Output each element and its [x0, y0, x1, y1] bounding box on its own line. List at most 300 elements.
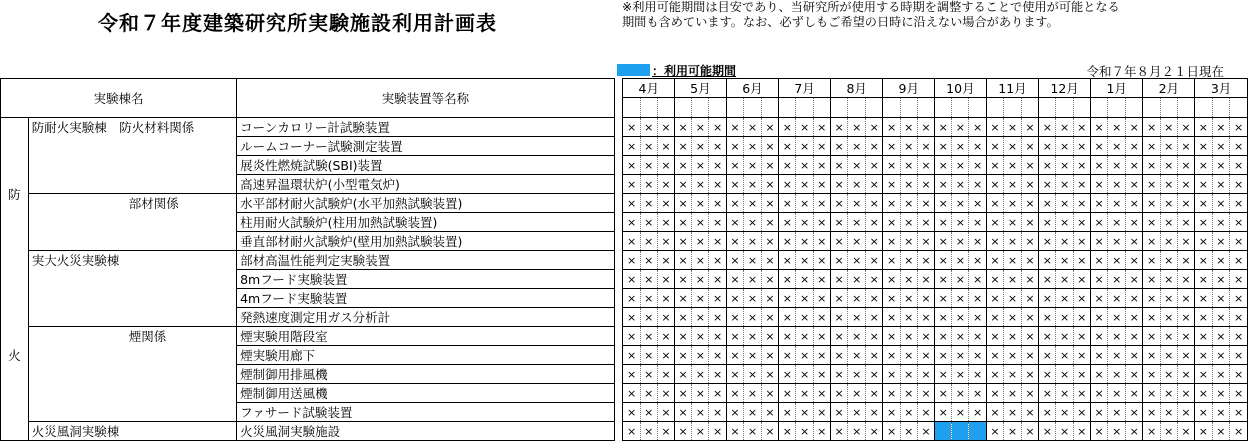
unavailable-cell: ×	[1004, 403, 1022, 422]
unavailable-cell: ×	[1160, 308, 1177, 327]
unavailable-cell: ×	[744, 270, 762, 289]
unavailable-cell: ×	[1125, 403, 1143, 422]
unavailable-cell: ×	[1073, 384, 1090, 403]
unavailable-cell: ×	[952, 327, 969, 346]
unavailable-cell: ×	[935, 289, 952, 308]
unavailable-cell: ×	[726, 232, 744, 251]
period-subheader	[623, 98, 640, 118]
period-subheader	[986, 98, 1004, 118]
unavailable-cell: ×	[1021, 403, 1039, 422]
period-subheader	[935, 98, 952, 118]
gap-cell	[614, 156, 623, 175]
unavailable-cell: ×	[1056, 270, 1073, 289]
unavailable-cell: ×	[1090, 156, 1108, 175]
unavailable-cell: ×	[900, 289, 917, 308]
unavailable-cell: ×	[692, 194, 709, 213]
period-subheader	[744, 98, 762, 118]
unavailable-cell: ×	[865, 118, 883, 137]
unavailable-cell: ×	[1004, 118, 1022, 137]
unavailable-cell: ×	[813, 327, 830, 346]
unavailable-cell: ×	[761, 251, 779, 270]
unavailable-cell: ×	[848, 270, 866, 289]
unavailable-cell: ×	[1125, 251, 1143, 270]
unavailable-cell: ×	[1004, 232, 1022, 251]
unavailable-cell: ×	[1108, 346, 1126, 365]
unavailable-cell: ×	[692, 346, 709, 365]
unavailable-cell: ×	[726, 137, 744, 156]
unavailable-cell: ×	[640, 422, 657, 441]
unavailable-cell: ×	[744, 289, 762, 308]
unavailable-cell: ×	[1230, 365, 1248, 384]
table-row	[1, 403, 1248, 422]
unavailable-cell: ×	[1056, 232, 1073, 251]
unavailable-cell: ×	[1212, 384, 1230, 403]
unavailable-cell: ×	[883, 308, 900, 327]
unavailable-cell: ×	[1177, 422, 1194, 441]
unavailable-cell: ×	[1143, 137, 1160, 156]
unavailable-cell: ×	[709, 384, 726, 403]
unavailable-cell: ×	[1056, 403, 1073, 422]
unavailable-cell: ×	[813, 232, 830, 251]
unavailable-cell: ×	[779, 346, 796, 365]
unavailable-cell: ×	[1160, 403, 1177, 422]
unavailable-cell: ×	[1039, 251, 1056, 270]
gap-cell	[614, 175, 623, 194]
unavailable-cell: ×	[1143, 422, 1160, 441]
unavailable-cell: ×	[935, 346, 952, 365]
unavailable-cell: ×	[1108, 270, 1126, 289]
device-name: 柱用耐火試験炉(柱用加熱試験装置)	[237, 213, 615, 232]
unavailable-cell: ×	[830, 403, 848, 422]
unavailable-cell: ×	[969, 346, 986, 365]
unavailable-cell: ×	[883, 213, 900, 232]
table-row	[1, 232, 1248, 251]
unavailable-cell: ×	[900, 175, 917, 194]
unavailable-cell: ×	[657, 384, 674, 403]
unavailable-cell: ×	[813, 422, 830, 441]
unavailable-cell: ×	[1090, 384, 1108, 403]
unavailable-cell: ×	[865, 175, 883, 194]
unavailable-cell: ×	[848, 384, 866, 403]
unavailable-cell: ×	[761, 175, 779, 194]
unavailable-cell: ×	[623, 384, 640, 403]
gap-cell	[614, 118, 623, 137]
unavailable-cell: ×	[917, 327, 934, 346]
period-subheader	[830, 98, 848, 118]
unavailable-cell: ×	[692, 289, 709, 308]
unavailable-cell: ×	[761, 137, 779, 156]
unavailable-cell: ×	[935, 384, 952, 403]
unavailable-cell: ×	[1073, 346, 1090, 365]
unavailable-cell: ×	[1195, 194, 1213, 213]
unavailable-cell: ×	[761, 232, 779, 251]
period-subheader	[1195, 98, 1213, 118]
unavailable-cell: ×	[1212, 403, 1230, 422]
unavailable-cell: ×	[779, 232, 796, 251]
unavailable-cell: ×	[1143, 289, 1160, 308]
unavailable-cell: ×	[883, 156, 900, 175]
unavailable-cell: ×	[1090, 289, 1108, 308]
unavailable-cell: ×	[813, 194, 830, 213]
unavailable-cell: ×	[779, 270, 796, 289]
unavailable-cell: ×	[1195, 118, 1213, 137]
unavailable-cell: ×	[952, 175, 969, 194]
unavailable-cell: ×	[830, 137, 848, 156]
unavailable-cell: ×	[986, 156, 1004, 175]
unavailable-cell: ×	[692, 365, 709, 384]
unavailable-cell: ×	[848, 251, 866, 270]
unavailable-cell: ×	[692, 251, 709, 270]
unavailable-cell: ×	[1073, 308, 1090, 327]
unavailable-cell: ×	[1004, 213, 1022, 232]
unavailable-cell: ×	[675, 251, 692, 270]
unavailable-cell: ×	[1039, 137, 1056, 156]
unavailable-cell: ×	[986, 308, 1004, 327]
unavailable-cell: ×	[830, 422, 848, 441]
unavailable-cell: ×	[779, 365, 796, 384]
unavailable-cell: ×	[761, 327, 779, 346]
unavailable-cell: ×	[900, 118, 917, 137]
unavailable-cell: ×	[813, 251, 830, 270]
unavailable-cell: ×	[1021, 365, 1039, 384]
unavailable-cell: ×	[1004, 137, 1022, 156]
unavailable-cell: ×	[1195, 422, 1213, 441]
unavailable-cell: ×	[952, 137, 969, 156]
unavailable-cell: ×	[917, 384, 934, 403]
unavailable-cell: ×	[865, 137, 883, 156]
unavailable-cell: ×	[1177, 137, 1194, 156]
period-subheader	[813, 98, 830, 118]
unavailable-cell: ×	[1230, 137, 1248, 156]
unavailable-cell: ×	[1073, 194, 1090, 213]
month-header: 2月	[1143, 79, 1195, 98]
unavailable-cell: ×	[813, 384, 830, 403]
period-subheader	[692, 98, 709, 118]
unavailable-cell: ×	[813, 118, 830, 137]
unavailable-cell: ×	[726, 194, 744, 213]
unavailable-cell: ×	[692, 175, 709, 194]
unavailable-cell: ×	[1073, 289, 1090, 308]
unavailable-cell: ×	[900, 308, 917, 327]
unavailable-cell: ×	[796, 175, 813, 194]
unavailable-cell: ×	[726, 365, 744, 384]
unavailable-cell: ×	[935, 118, 952, 137]
unavailable-cell: ×	[1195, 346, 1213, 365]
unavailable-cell: ×	[883, 194, 900, 213]
unavailable-cell: ×	[865, 156, 883, 175]
legend-label: ：利用可能期間	[652, 64, 737, 78]
unavailable-cell: ×	[1108, 308, 1126, 327]
unavailable-cell: ×	[900, 194, 917, 213]
unavailable-cell: ×	[969, 118, 986, 137]
unavailable-cell: ×	[761, 384, 779, 403]
unavailable-cell: ×	[1195, 327, 1213, 346]
unavailable-cell: ×	[1230, 289, 1248, 308]
unavailable-cell: ×	[640, 308, 657, 327]
unavailable-cell: ×	[1090, 118, 1108, 137]
unavailable-cell: ×	[865, 270, 883, 289]
gap-cell	[614, 308, 623, 327]
unavailable-cell: ×	[1056, 384, 1073, 403]
unavailable-cell: ×	[813, 346, 830, 365]
unavailable-cell: ×	[796, 403, 813, 422]
header-device: 実験装置等名称	[237, 79, 615, 118]
unavailable-cell: ×	[1108, 365, 1126, 384]
table-row	[1, 213, 1248, 232]
unavailable-cell: ×	[1177, 213, 1194, 232]
unavailable-cell: ×	[935, 365, 952, 384]
unavailable-cell: ×	[657, 118, 674, 137]
unavailable-cell: ×	[917, 422, 934, 441]
unavailable-cell: ×	[1160, 194, 1177, 213]
period-subheader	[1090, 98, 1108, 118]
unavailable-cell: ×	[1160, 289, 1177, 308]
unavailable-cell: ×	[692, 156, 709, 175]
unavailable-cell: ×	[1125, 346, 1143, 365]
unavailable-cell: ×	[744, 365, 762, 384]
unavailable-cell: ×	[1230, 232, 1248, 251]
unavailable-cell: ×	[917, 251, 934, 270]
unavailable-cell: ×	[1195, 365, 1213, 384]
unavailable-cell: ×	[848, 365, 866, 384]
unavailable-cell: ×	[935, 213, 952, 232]
unavailable-cell: ×	[640, 384, 657, 403]
unavailable-cell: ×	[1056, 156, 1073, 175]
unavailable-cell: ×	[1143, 365, 1160, 384]
unavailable-cell: ×	[1230, 346, 1248, 365]
device-name: コーンカロリー計試験装置	[237, 118, 615, 137]
unavailable-cell: ×	[675, 232, 692, 251]
unavailable-cell: ×	[1212, 289, 1230, 308]
category-label: 火	[1, 270, 29, 441]
unavailable-cell: ×	[952, 251, 969, 270]
unavailable-cell: ×	[640, 289, 657, 308]
unavailable-cell: ×	[1212, 327, 1230, 346]
unavailable-cell: ×	[675, 270, 692, 289]
unavailable-cell: ×	[1039, 308, 1056, 327]
unavailable-cell: ×	[657, 403, 674, 422]
unavailable-cell: ×	[744, 384, 762, 403]
device-name: 発熱速度測定用ガス分析計	[237, 308, 615, 327]
unavailable-cell: ×	[623, 251, 640, 270]
unavailable-cell: ×	[1177, 194, 1194, 213]
unavailable-cell: ×	[1125, 194, 1143, 213]
unavailable-cell: ×	[986, 175, 1004, 194]
unavailable-cell: ×	[830, 346, 848, 365]
unavailable-cell: ×	[796, 251, 813, 270]
unavailable-cell: ×	[796, 365, 813, 384]
gap-cell	[614, 384, 623, 403]
unavailable-cell: ×	[1090, 194, 1108, 213]
unavailable-cell: ×	[1090, 422, 1108, 441]
unavailable-cell: ×	[726, 289, 744, 308]
unavailable-cell: ×	[675, 384, 692, 403]
unavailable-cell: ×	[1212, 422, 1230, 441]
category-label: 防	[1, 118, 29, 270]
unavailable-cell: ×	[1073, 327, 1090, 346]
unavailable-cell: ×	[744, 213, 762, 232]
unavailable-cell: ×	[1230, 118, 1248, 137]
unavailable-cell: ×	[779, 156, 796, 175]
unavailable-cell: ×	[883, 232, 900, 251]
period-subheader	[952, 98, 969, 118]
unavailable-cell: ×	[1143, 270, 1160, 289]
unavailable-cell: ×	[1056, 175, 1073, 194]
unavailable-cell: ×	[779, 422, 796, 441]
unavailable-cell: ×	[1212, 175, 1230, 194]
unavailable-cell: ×	[1004, 384, 1022, 403]
unavailable-cell: ×	[1056, 213, 1073, 232]
unavailable-cell: ×	[709, 270, 726, 289]
table-row	[1, 384, 1248, 403]
unavailable-cell: ×	[726, 422, 744, 441]
unavailable-cell: ×	[917, 213, 934, 232]
unavailable-cell: ×	[917, 137, 934, 156]
unavailable-cell: ×	[1177, 118, 1194, 137]
unavailable-cell: ×	[761, 289, 779, 308]
unavailable-cell: ×	[848, 346, 866, 365]
building-name: 実大火災実験棟	[28, 251, 236, 270]
unavailable-cell: ×	[1160, 213, 1177, 232]
unavailable-cell: ×	[1143, 175, 1160, 194]
unavailable-cell: ×	[1177, 384, 1194, 403]
unavailable-cell: ×	[796, 308, 813, 327]
unavailable-cell: ×	[1004, 175, 1022, 194]
unavailable-cell: ×	[1177, 156, 1194, 175]
unavailable-cell: ×	[709, 422, 726, 441]
unavailable-cell: ×	[692, 308, 709, 327]
device-name: 煙制御用送風機	[237, 384, 615, 403]
unavailable-cell: ×	[830, 175, 848, 194]
unavailable-cell: ×	[865, 251, 883, 270]
unavailable-cell: ×	[1039, 194, 1056, 213]
unavailable-cell: ×	[1073, 175, 1090, 194]
device-name: 高速昇温環状炉(小型電気炉)	[237, 175, 615, 194]
period-subheader	[969, 98, 986, 118]
unavailable-cell: ×	[692, 403, 709, 422]
unavailable-cell: ×	[1108, 422, 1126, 441]
period-subheader	[848, 98, 866, 118]
building-name	[28, 365, 236, 384]
unavailable-cell: ×	[952, 384, 969, 403]
unavailable-cell: ×	[1039, 365, 1056, 384]
unavailable-cell: ×	[1090, 137, 1108, 156]
unavailable-cell: ×	[1021, 213, 1039, 232]
unavailable-cell: ×	[1056, 194, 1073, 213]
device-name: 水平部材耐火試験炉(水平加熱試験装置)	[237, 194, 615, 213]
unavailable-cell: ×	[986, 289, 1004, 308]
unavailable-cell: ×	[1230, 194, 1248, 213]
page-title: 令和７年度建築研究所実験施設利用計画表	[98, 11, 497, 35]
unavailable-cell: ×	[1039, 232, 1056, 251]
legend-swatch	[617, 64, 650, 76]
unavailable-cell: ×	[675, 137, 692, 156]
unavailable-cell: ×	[969, 251, 986, 270]
building-name	[28, 232, 236, 251]
unavailable-cell: ×	[883, 118, 900, 137]
unavailable-cell: ×	[709, 327, 726, 346]
unavailable-cell: ×	[657, 213, 674, 232]
period-subheader	[883, 98, 900, 118]
table-row	[1, 137, 1248, 156]
unavailable-cell: ×	[744, 422, 762, 441]
unavailable-cell: ×	[623, 422, 640, 441]
unavailable-cell: ×	[986, 327, 1004, 346]
unavailable-cell: ×	[1125, 156, 1143, 175]
unavailable-cell: ×	[1073, 422, 1090, 441]
unavailable-cell: ×	[1160, 232, 1177, 251]
building-name	[28, 384, 236, 403]
unavailable-cell: ×	[623, 270, 640, 289]
unavailable-cell: ×	[830, 308, 848, 327]
unavailable-cell: ×	[1056, 118, 1073, 137]
unavailable-cell: ×	[952, 156, 969, 175]
unavailable-cell: ×	[1073, 232, 1090, 251]
unavailable-cell: ×	[1004, 327, 1022, 346]
unavailable-cell: ×	[675, 118, 692, 137]
unavailable-cell: ×	[761, 422, 779, 441]
unavailable-cell: ×	[1090, 346, 1108, 365]
header-gap	[614, 79, 623, 118]
unavailable-cell: ×	[675, 346, 692, 365]
gap-cell	[614, 403, 623, 422]
unavailable-cell: ×	[796, 346, 813, 365]
unavailable-cell: ×	[917, 232, 934, 251]
period-subheader	[657, 98, 674, 118]
unavailable-cell: ×	[1090, 251, 1108, 270]
gap-cell	[614, 232, 623, 251]
period-subheader	[900, 98, 917, 118]
period-subheader	[1125, 98, 1143, 118]
unavailable-cell: ×	[675, 213, 692, 232]
unavailable-cell: ×	[744, 308, 762, 327]
unavailable-cell: ×	[796, 137, 813, 156]
period-subheader	[865, 98, 883, 118]
unavailable-cell: ×	[1125, 213, 1143, 232]
unavailable-cell: ×	[813, 156, 830, 175]
table-row	[1, 365, 1248, 384]
unavailable-cell: ×	[1073, 403, 1090, 422]
unavailable-cell: ×	[761, 194, 779, 213]
unavailable-cell: ×	[675, 175, 692, 194]
unavailable-cell: ×	[865, 308, 883, 327]
unavailable-cell: ×	[1039, 403, 1056, 422]
unavailable-cell: ×	[675, 365, 692, 384]
unavailable-cell: ×	[848, 422, 866, 441]
unavailable-cell: ×	[1125, 422, 1143, 441]
device-name: 煙制御用排風機	[237, 365, 615, 384]
unavailable-cell: ×	[1125, 118, 1143, 137]
unavailable-cell: ×	[1143, 232, 1160, 251]
unavailable-cell: ×	[1177, 403, 1194, 422]
unavailable-cell: ×	[865, 365, 883, 384]
unavailable-cell: ×	[865, 289, 883, 308]
unavailable-cell: ×	[986, 270, 1004, 289]
unavailable-cell: ×	[1004, 194, 1022, 213]
unavailable-cell: ×	[709, 194, 726, 213]
gap-cell	[614, 213, 623, 232]
unavailable-cell: ×	[657, 422, 674, 441]
unavailable-cell: ×	[1143, 156, 1160, 175]
unavailable-cell: ×	[1004, 346, 1022, 365]
unavailable-cell: ×	[640, 270, 657, 289]
table-row	[1, 346, 1248, 365]
unavailable-cell: ×	[1021, 232, 1039, 251]
unavailable-cell: ×	[917, 403, 934, 422]
unavailable-cell: ×	[796, 384, 813, 403]
unavailable-cell: ×	[709, 403, 726, 422]
table-row	[1, 327, 1248, 346]
